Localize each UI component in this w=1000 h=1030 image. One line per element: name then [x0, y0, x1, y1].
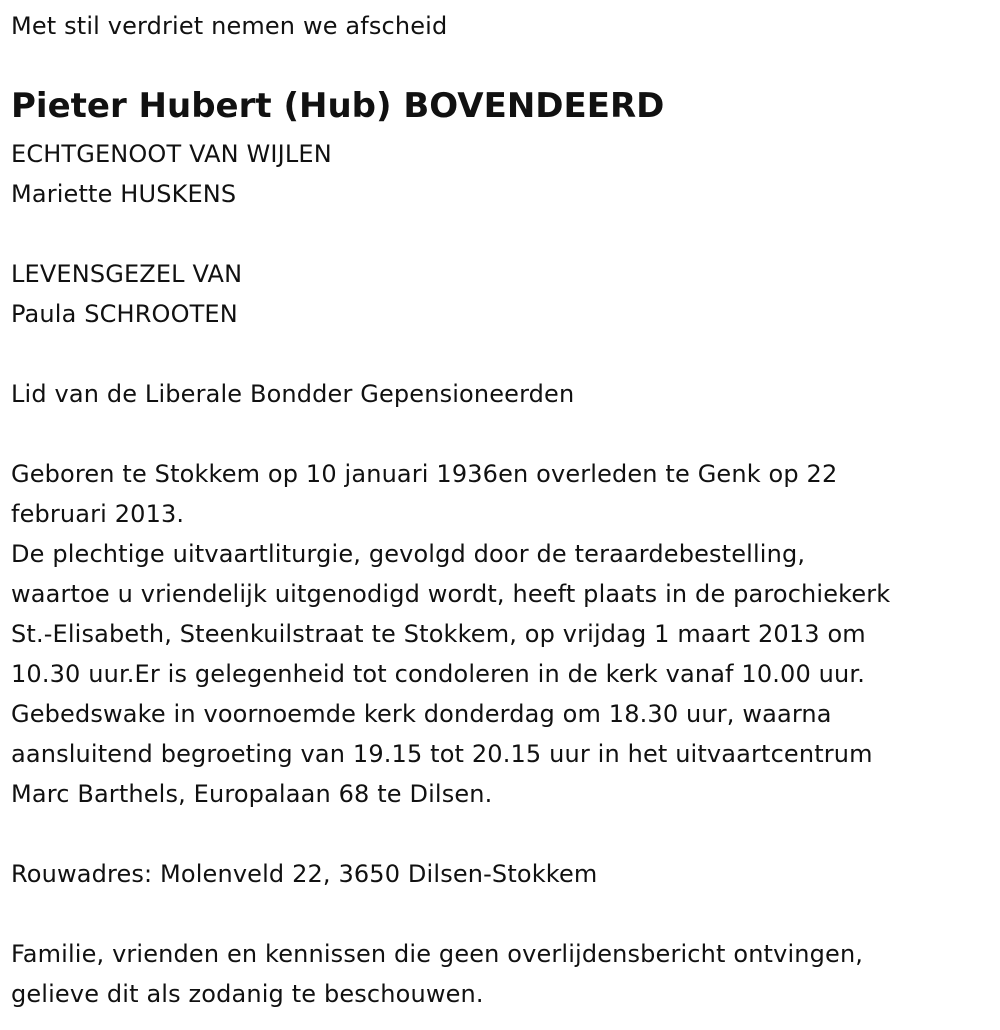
body-line: Marc Barthels, Europalaan 68 te Dilsen. [11, 780, 493, 808]
deceased-name: Pieter Hubert (Hub) BOVENDEERD [11, 86, 665, 126]
spouse-name: Mariette HUSKENS [11, 180, 237, 208]
closing-line: Familie, vrienden en kennissen die geen overlijdensbericht ontvingen, [11, 940, 864, 968]
body-line: Geboren te Stokkem op 10 januari 1936en overleden te Genk op 22 [11, 460, 838, 488]
body-line: aansluitend begroeting van 19.15 tot 20.15 uur in het uitvaartcentrum [11, 740, 873, 768]
body-line: waartoe u vriendelijk uitgenodigd wordt, heeft plaats in de parochiekerk [11, 580, 891, 608]
spouse-label: ECHTGENOOT VAN WIJLEN [11, 140, 332, 168]
intro-text: Met stil verdriet nemen we afscheid [11, 12, 448, 40]
closing-line: gelieve dit als zodanig te beschouwen. [11, 980, 484, 1008]
ceremony-details [11, 454, 991, 814]
death-notice [11, 6, 991, 1014]
body-line: St.-Elisabeth, Steenkuilstraat te Stokkem, op vrijdag 1 maart 2013 om [11, 620, 866, 648]
body-line: De plechtige uitvaartliturgie, gevolgd door de teraardebestelling, [11, 540, 806, 568]
body-line: februari 2013. [11, 500, 185, 528]
membership-text: Lid van de Liberale Bondder Gepensioneerden [11, 380, 575, 408]
partner-name: Paula SCHROOTEN [11, 300, 238, 328]
body-line: Gebedswake in voornoemde kerk donderdag om 18.30 uur, waarna [11, 700, 832, 728]
mourning-address: Rouwadres: Molenveld 22, 3650 Dilsen-Stokkem [11, 860, 598, 888]
closing-note [11, 934, 991, 1014]
body-line: 10.30 uur.Er is gelegenheid tot condoleren in de kerk vanaf 10.00 uur. [11, 660, 865, 688]
partner-label: LEVENSGEZEL VAN [11, 260, 243, 288]
